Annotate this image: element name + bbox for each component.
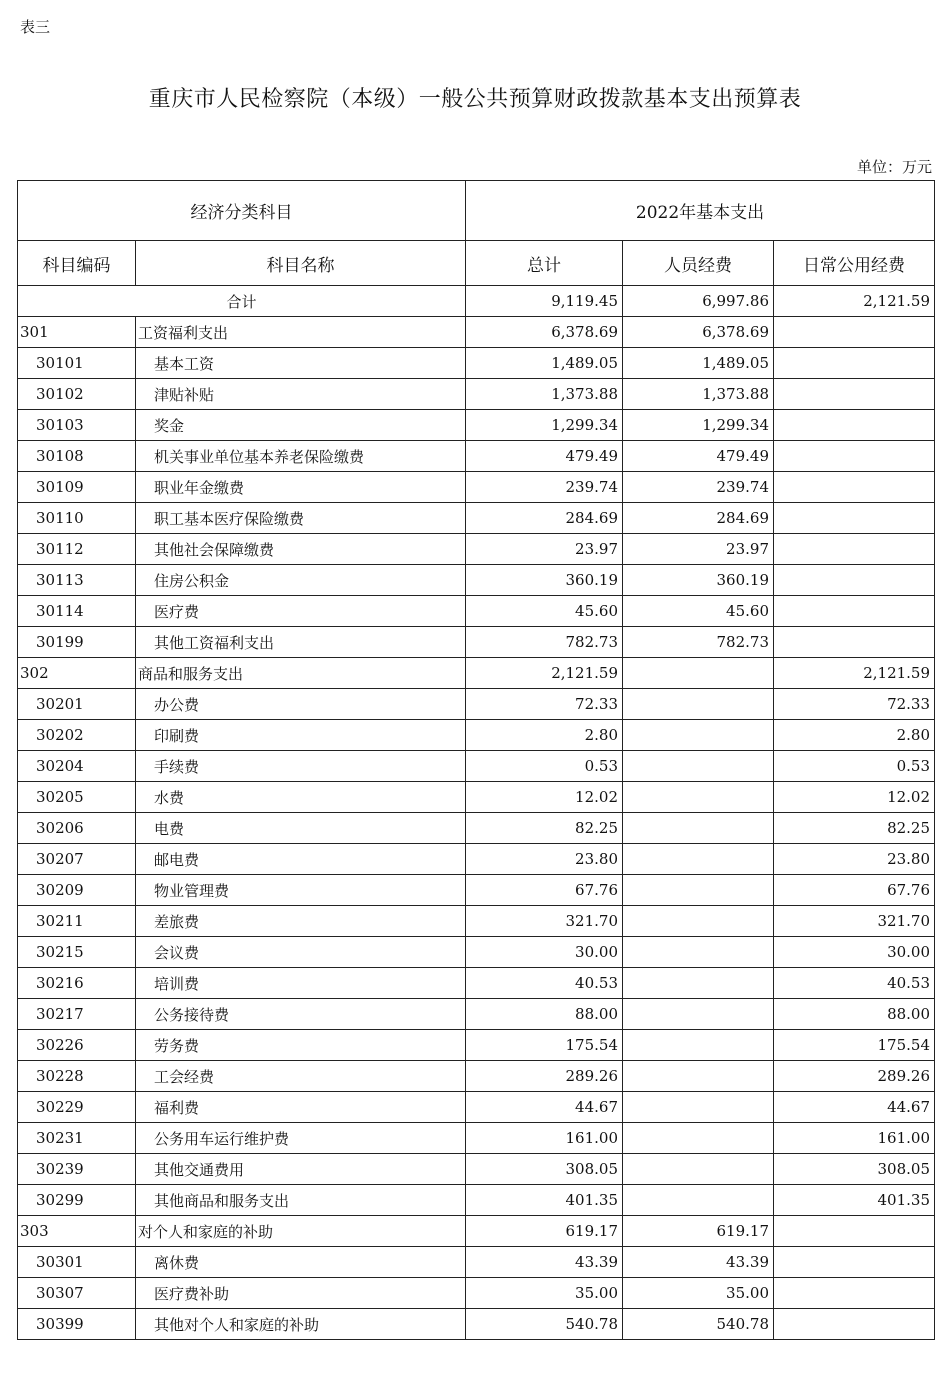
table-row <box>18 410 935 441</box>
row-name: 基本工资 <box>136 348 466 379</box>
row-public: 401.35 <box>774 1185 935 1216</box>
row-name: 工会经费 <box>136 1061 466 1092</box>
row-personnel: 1,373.88 <box>623 379 774 410</box>
row-total: 82.25 <box>466 813 623 844</box>
row-code: 30231 <box>18 1123 136 1154</box>
row-personnel <box>623 658 774 689</box>
row-name: 培训费 <box>136 968 466 999</box>
row-public: 72.33 <box>774 689 935 720</box>
row-code: 30229 <box>18 1092 136 1123</box>
total-label: 合计 <box>18 286 466 317</box>
row-total: 239.74 <box>466 472 623 503</box>
row-public: 82.25 <box>774 813 935 844</box>
row-name: 医疗费补助 <box>136 1278 466 1309</box>
row-public <box>774 534 935 565</box>
row-public: 12.02 <box>774 782 935 813</box>
row-name: 医疗费 <box>136 596 466 627</box>
row-name: 会议费 <box>136 937 466 968</box>
row-code: 30207 <box>18 844 136 875</box>
row-public: 175.54 <box>774 1030 935 1061</box>
table-row <box>18 782 935 813</box>
row-total: 540.78 <box>466 1309 623 1340</box>
row-public <box>774 317 935 348</box>
row-name: 差旅费 <box>136 906 466 937</box>
table-row <box>18 1154 935 1185</box>
row-code: 301 <box>18 317 136 348</box>
row-code: 30202 <box>18 720 136 751</box>
table-number-label: 表三 <box>20 18 51 36</box>
row-name: 津贴补贴 <box>136 379 466 410</box>
row-code: 30114 <box>18 596 136 627</box>
row-name: 劳务费 <box>136 1030 466 1061</box>
page-title: 重庆市人民检察院（本级）一般公共预算财政拨款基本支出预算表 <box>148 87 802 112</box>
row-personnel <box>623 1185 774 1216</box>
row-personnel: 6,378.69 <box>623 317 774 348</box>
row-code: 30215 <box>18 937 136 968</box>
row-total: 6,378.69 <box>466 317 623 348</box>
row-total: 2,121.59 <box>466 658 623 689</box>
row-code: 30205 <box>18 782 136 813</box>
table-row <box>18 348 935 379</box>
table-row <box>18 968 935 999</box>
row-public <box>774 441 935 472</box>
row-public: 67.76 <box>774 875 935 906</box>
total-sum: 9,119.45 <box>466 286 623 317</box>
row-total: 23.97 <box>466 534 623 565</box>
table-row <box>18 565 935 596</box>
row-name: 办公费 <box>136 689 466 720</box>
row-code: 303 <box>18 1216 136 1247</box>
row-public <box>774 1216 935 1247</box>
row-total: 175.54 <box>466 1030 623 1061</box>
row-code: 30102 <box>18 379 136 410</box>
row-personnel <box>623 751 774 782</box>
table-row <box>18 596 935 627</box>
row-public <box>774 410 935 441</box>
row-public: 23.80 <box>774 844 935 875</box>
row-code: 30112 <box>18 534 136 565</box>
row-public: 88.00 <box>774 999 935 1030</box>
table-row <box>18 1185 935 1216</box>
row-total: 30.00 <box>466 937 623 968</box>
row-name: 其他交通费用 <box>136 1154 466 1185</box>
row-total: 40.53 <box>466 968 623 999</box>
row-total: 67.76 <box>466 875 623 906</box>
row-code: 30110 <box>18 503 136 534</box>
row-personnel: 479.49 <box>623 441 774 472</box>
column-header-personnel: 人员经费 <box>623 241 774 286</box>
row-code: 30226 <box>18 1030 136 1061</box>
row-name: 机关事业单位基本养老保险缴费 <box>136 441 466 472</box>
row-public <box>774 503 935 534</box>
row-name: 住房公积金 <box>136 565 466 596</box>
row-name: 其他对个人和家庭的补助 <box>136 1309 466 1340</box>
row-name: 公务接待费 <box>136 999 466 1030</box>
row-total: 308.05 <box>466 1154 623 1185</box>
table-row <box>18 689 935 720</box>
row-name: 职工基本医疗保险缴费 <box>136 503 466 534</box>
row-personnel: 43.39 <box>623 1247 774 1278</box>
column-header-code: 科目编码 <box>18 241 136 286</box>
row-code: 30206 <box>18 813 136 844</box>
row-total: 2.80 <box>466 720 623 751</box>
table-row <box>18 999 935 1030</box>
row-total: 0.53 <box>466 751 623 782</box>
row-personnel <box>623 1061 774 1092</box>
row-name: 离休费 <box>136 1247 466 1278</box>
row-personnel: 782.73 <box>623 627 774 658</box>
row-public <box>774 596 935 627</box>
row-code: 30307 <box>18 1278 136 1309</box>
row-public: 161.00 <box>774 1123 935 1154</box>
table-row <box>18 1278 935 1309</box>
column-header-public: 日常公用经费 <box>774 241 935 286</box>
row-personnel <box>623 875 774 906</box>
table-row <box>18 844 935 875</box>
budget-table <box>17 180 935 1340</box>
table-row <box>18 1030 935 1061</box>
row-personnel <box>623 1123 774 1154</box>
table-row <box>18 441 935 472</box>
row-personnel <box>623 720 774 751</box>
row-code: 30101 <box>18 348 136 379</box>
row-total: 1,373.88 <box>466 379 623 410</box>
header-group-basic-expenditure: 2022年基本支出 <box>466 181 935 241</box>
table-row <box>18 503 935 534</box>
unit-label: 单位：万元 <box>856 158 932 176</box>
row-total: 289.26 <box>466 1061 623 1092</box>
row-public: 2.80 <box>774 720 935 751</box>
total-row <box>18 286 935 317</box>
row-public <box>774 472 935 503</box>
row-personnel <box>623 782 774 813</box>
row-total: 401.35 <box>466 1185 623 1216</box>
table-row <box>18 1216 935 1247</box>
row-name: 商品和服务支出 <box>136 658 466 689</box>
row-personnel: 1,299.34 <box>623 410 774 441</box>
row-total: 360.19 <box>466 565 623 596</box>
row-total: 1,299.34 <box>466 410 623 441</box>
row-personnel: 360.19 <box>623 565 774 596</box>
row-personnel <box>623 1092 774 1123</box>
row-total: 619.17 <box>466 1216 623 1247</box>
row-name: 手续费 <box>136 751 466 782</box>
header-group-economic-classification: 经济分类科目 <box>18 181 466 241</box>
column-header-total: 总计 <box>466 241 623 286</box>
row-personnel <box>623 1154 774 1185</box>
table-row <box>18 627 935 658</box>
row-total: 44.67 <box>466 1092 623 1123</box>
row-name: 职业年金缴费 <box>136 472 466 503</box>
row-public: 30.00 <box>774 937 935 968</box>
row-personnel: 23.97 <box>623 534 774 565</box>
row-personnel: 619.17 <box>623 1216 774 1247</box>
row-total: 23.80 <box>466 844 623 875</box>
row-total: 43.39 <box>466 1247 623 1278</box>
row-code: 30228 <box>18 1061 136 1092</box>
row-public: 2,121.59 <box>774 658 935 689</box>
row-name: 奖金 <box>136 410 466 441</box>
row-code: 30113 <box>18 565 136 596</box>
row-personnel: 284.69 <box>623 503 774 534</box>
row-name: 福利费 <box>136 1092 466 1123</box>
row-public: 289.26 <box>774 1061 935 1092</box>
row-code: 30209 <box>18 875 136 906</box>
table-row <box>18 875 935 906</box>
row-personnel: 540.78 <box>623 1309 774 1340</box>
row-personnel <box>623 813 774 844</box>
table-row <box>18 534 935 565</box>
row-code: 30201 <box>18 689 136 720</box>
row-personnel <box>623 689 774 720</box>
row-personnel <box>623 844 774 875</box>
total-personnel: 6,997.86 <box>623 286 774 317</box>
row-code: 30108 <box>18 441 136 472</box>
row-public: 321.70 <box>774 906 935 937</box>
row-code: 30301 <box>18 1247 136 1278</box>
row-total: 12.02 <box>466 782 623 813</box>
row-name: 对个人和家庭的补助 <box>136 1216 466 1247</box>
row-code: 30299 <box>18 1185 136 1216</box>
row-name: 工资福利支出 <box>136 317 466 348</box>
row-total: 284.69 <box>466 503 623 534</box>
table-row <box>18 658 935 689</box>
row-personnel: 1,489.05 <box>623 348 774 379</box>
row-name: 其他商品和服务支出 <box>136 1185 466 1216</box>
row-total: 35.00 <box>466 1278 623 1309</box>
row-name: 公务用车运行维护费 <box>136 1123 466 1154</box>
row-total: 321.70 <box>466 906 623 937</box>
row-code: 30211 <box>18 906 136 937</box>
row-public <box>774 565 935 596</box>
row-name: 其他社会保障缴费 <box>136 534 466 565</box>
row-total: 782.73 <box>466 627 623 658</box>
table-row <box>18 906 935 937</box>
row-name: 印刷费 <box>136 720 466 751</box>
row-name: 电费 <box>136 813 466 844</box>
row-personnel: 45.60 <box>623 596 774 627</box>
row-code: 30216 <box>18 968 136 999</box>
row-total: 479.49 <box>466 441 623 472</box>
row-public <box>774 1247 935 1278</box>
table-row <box>18 1247 935 1278</box>
row-personnel <box>623 999 774 1030</box>
row-total: 1,489.05 <box>466 348 623 379</box>
table-row <box>18 1092 935 1123</box>
table-row <box>18 472 935 503</box>
row-name: 其他工资福利支出 <box>136 627 466 658</box>
row-public: 40.53 <box>774 968 935 999</box>
table-row <box>18 751 935 782</box>
total-public: 2,121.59 <box>774 286 935 317</box>
row-public <box>774 1278 935 1309</box>
row-public <box>774 1309 935 1340</box>
row-name: 物业管理费 <box>136 875 466 906</box>
row-name: 水费 <box>136 782 466 813</box>
row-personnel <box>623 968 774 999</box>
row-code: 30109 <box>18 472 136 503</box>
row-code: 30204 <box>18 751 136 782</box>
row-code: 30399 <box>18 1309 136 1340</box>
row-public: 0.53 <box>774 751 935 782</box>
row-public <box>774 627 935 658</box>
row-name: 邮电费 <box>136 844 466 875</box>
row-code: 30239 <box>18 1154 136 1185</box>
row-code: 30217 <box>18 999 136 1030</box>
row-personnel: 35.00 <box>623 1278 774 1309</box>
row-code: 30103 <box>18 410 136 441</box>
row-total: 45.60 <box>466 596 623 627</box>
table-row <box>18 720 935 751</box>
table-row <box>18 937 935 968</box>
row-total: 88.00 <box>466 999 623 1030</box>
row-public: 308.05 <box>774 1154 935 1185</box>
row-personnel <box>623 906 774 937</box>
table-row <box>18 1123 935 1154</box>
row-total: 161.00 <box>466 1123 623 1154</box>
row-total: 72.33 <box>466 689 623 720</box>
table-row <box>18 1061 935 1092</box>
column-header-name: 科目名称 <box>136 241 466 286</box>
row-public <box>774 379 935 410</box>
table-row <box>18 379 935 410</box>
row-personnel: 239.74 <box>623 472 774 503</box>
row-personnel <box>623 937 774 968</box>
table-row <box>18 317 935 348</box>
row-personnel <box>623 1030 774 1061</box>
table-row <box>18 1309 935 1340</box>
row-code: 302 <box>18 658 136 689</box>
row-public: 44.67 <box>774 1092 935 1123</box>
row-public <box>774 348 935 379</box>
table-row <box>18 813 935 844</box>
row-code: 30199 <box>18 627 136 658</box>
